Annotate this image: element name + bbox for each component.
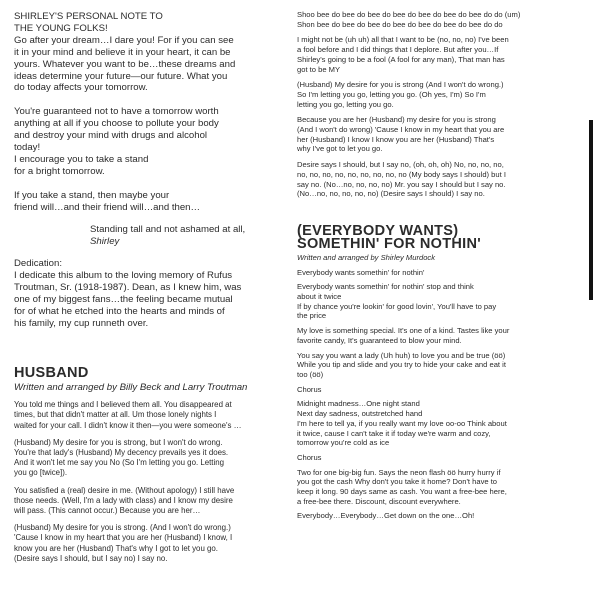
dedication-label: Dedication: bbox=[14, 258, 62, 270]
husband-verse-1: You told me things and I believed them all. You disappeared at times, but that didn't matter at all. Um those lonely nights I waited for your call. I didn't know it then—you were someone's … bbox=[14, 400, 242, 430]
ew-verse-4: You say you want a lady (Uh huh) to love you and be true (öö) While you tip and slide and you try to hide your cake and eat it too (öö) bbox=[297, 350, 506, 379]
ew-chorus-1: Chorus bbox=[297, 384, 322, 394]
ew-verse-6: Two for one big-big fun. Says the neon flash öö hurry hurry if you got the cash Why don't you take it home? Don't have to keep it long. 90 days same as cash. You want a free-bee here, a free-bee there. Discount, discount everywhere. bbox=[297, 467, 507, 506]
signoff: Standing tall and not ashamed at all, Shirley bbox=[90, 223, 246, 247]
ew-verse-2: Everybody wants somethin' for nothin' stop and think about it twice If by chance you're lookin' for good lovin', You'll have to pay the price bbox=[297, 282, 497, 321]
ew-outro: Everybody…Everybody…Get down on the one…Oh! bbox=[297, 511, 475, 521]
husband-verse-4: (Husband) My desire for you is strong. (And I won't do wrong.) 'Cause I know in my heart that you are her (Husband) I know, I know you are her (Husband) That's why I got to let you go. (Desire says I should, but I say no) I say no. bbox=[14, 523, 233, 563]
husband-cont-3: (Husband) My desire for you is strong (And I won't do wrong.) So I'm letting you go, letting you go. (Oh yes, I'm) So I'm letting you go, letting you go. bbox=[297, 80, 504, 109]
note-paragraph-3: I encourage you to take a stand for a bright tomorrow. bbox=[14, 153, 149, 177]
song-credit-husband: Written and arranged by Billy Beck and Larry Troutman bbox=[14, 382, 248, 394]
note-paragraph-4: If you take a stand, then maybe your friend will…and their friend will…and then… bbox=[14, 189, 201, 213]
ew-verse-1: Everybody wants somethin' for nothin' bbox=[297, 267, 425, 277]
left-column bbox=[14, 0, 286, 564]
note-paragraph-1: Go after your dream…I dare you! For if you can see it in your mind and believe it in your heart, it can be yours. Whatever you want to be…these dreams and ideas determine your future—our future. What you do today affects your tomorrow. bbox=[14, 34, 236, 94]
husband-verse-3: You satisfied a (real) desire in me. (Without apology) I still have those needs. (Well, I'm a lady with class) and I know my desire will pass. (This cannot occur.) Because you are her… bbox=[14, 485, 235, 516]
husband-verse-2: (Husband) My desire for you is strong, but I won't do wrong. You're that lady's (Husband) My decency prevails yes it does. And it won't let me say you No (So I'm letting you go. Letting you go [twice]). bbox=[14, 437, 229, 478]
right-column bbox=[297, 0, 569, 521]
signoff-name: Shirley bbox=[90, 235, 120, 247]
song-credit-everybody-wants: Written and arranged by Shirley Murdock bbox=[297, 252, 436, 262]
ew-chorus-2: Chorus bbox=[297, 452, 322, 462]
ew-verse-5: Midnight madness…One night stand Next day sadness, outstretched hand I'm here to tell ya, if you really want my love oo-oo Think about it twice, cause I can't take it if today we're warm and cozy, tomorrow you're cold as ice bbox=[297, 399, 507, 448]
husband-cont-1: Shoo bee do bee do bee do bee do bee do bee do bee do do (um) Shon bee do bee do bee do bee do bee do bee do bee do do bbox=[297, 10, 521, 29]
page-edge-bar bbox=[589, 120, 593, 300]
husband-cont-5: Desire says I should, but I say no, (oh, oh, oh) No, no, no, no, no, no, no, no, no, no, no, no, no (My body says I should) but I say no. (No…no, no, no, no) Mr. you say I should but I say no. (No…no, no, no, no, no) (Desire says I should) I say no. bbox=[297, 160, 506, 199]
ew-verse-3: My love is something special. It's one of a kind. Tastes like your favorite candy, It's guaranteed to blow your mind. bbox=[297, 326, 510, 345]
song-title-everybody-wants: (EVERYBODY WANTS) SOMETHIN' FOR NOTHIN' bbox=[297, 222, 481, 253]
note-heading: SHIRLEY'S PERSONAL NOTE TO THE YOUNG FOLKS! bbox=[14, 11, 163, 34]
husband-cont-4: Because you are her (Husband) my desire for you is strong (And I won't do wrong) 'Cause I know in my heart that you are her (Husband) I know I know you are her (Husband) That's why I've got to let you go. bbox=[297, 115, 505, 154]
note-paragraph-2: You're guaranteed not to have a tomorrow worth anything at all if you choose to pollute your body and destroy your mind with drugs and alcohol today! bbox=[14, 106, 219, 154]
husband-cont-2: I might not be (uh uh) all that I want to be (no, no, no) I've been a fool before and I did things that I deplore. But after you…If Shirley's going to be a fool (A fool for any man), That man has got to be MY bbox=[297, 35, 509, 74]
dedication: Dedication: I dedicate this album to the loving memory of Rufus Troutman, Sr. (1918-1987). Dean, as I knew him, was one of my biggest fans…the feeling became mutual for of what he etched into the hearts and minds of his family, my cup runneth over. bbox=[14, 258, 242, 329]
song-title-husband: HUSBAND bbox=[14, 364, 89, 381]
